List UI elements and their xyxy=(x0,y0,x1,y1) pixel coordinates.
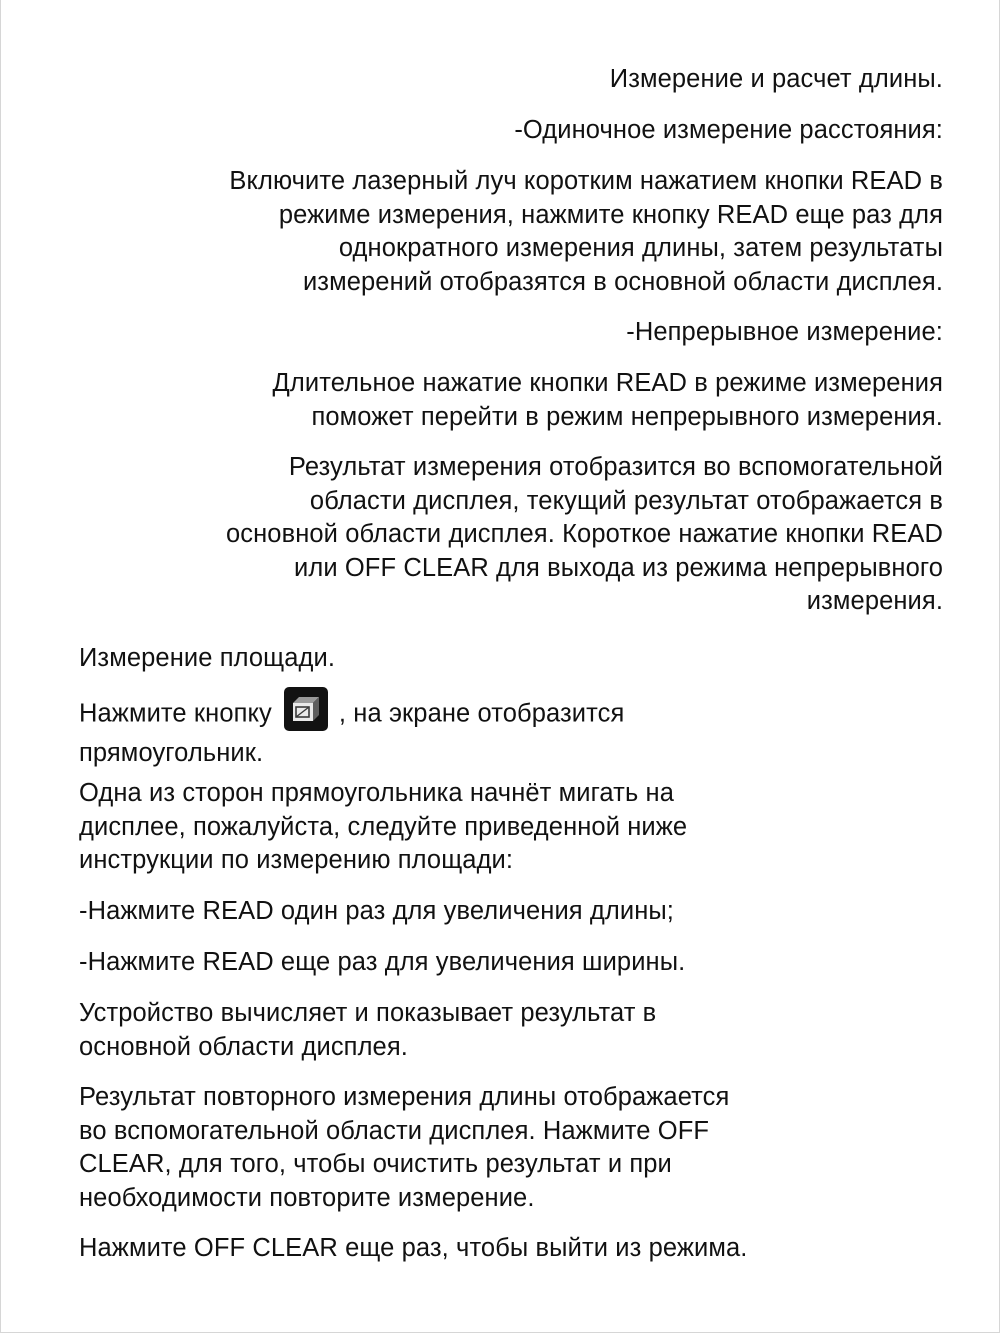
area-calc-paragraph xyxy=(79,997,656,1064)
area-press-button-paragraph xyxy=(79,693,624,771)
paragraph-line: CLEAR, для того, чтобы очистить результат и при xyxy=(79,1150,672,1178)
area-repeat-paragraph xyxy=(79,1081,729,1215)
paragraph-line: области дисплея, текущий результат отображается в xyxy=(309,486,943,515)
area-step-length: -Нажмите READ один раз для увеличения длины; xyxy=(79,897,674,925)
single-measurement-heading: -Одиночное измерение расстояния: xyxy=(514,116,943,144)
single-measurement-paragraph xyxy=(229,165,943,299)
length-section-title: Измерение и расчет длины. xyxy=(609,65,943,93)
press-button-text-after: , на экране отобразится xyxy=(338,699,625,728)
paragraph-line: Результат измерения отобразится во вспомогательной xyxy=(288,453,943,481)
paragraph-line: Включите лазерный луч коротким нажатием кнопки READ в xyxy=(229,167,943,195)
continuous-result-paragraph xyxy=(226,451,943,619)
area-mode-icon xyxy=(284,687,328,731)
area-section-title: Измерение площади. xyxy=(79,644,336,672)
paragraph-line: во вспомогательной области дисплея. Нажмите OFF xyxy=(79,1116,710,1145)
area-exit-text: Нажмите OFF CLEAR еще раз, чтобы выйти из режима. xyxy=(79,1234,748,1262)
continuous-measurement-paragraph xyxy=(273,367,943,434)
paragraph-line: Результат повторного измерения длины отображается xyxy=(79,1083,730,1111)
area-step-width: -Нажмите READ еще раз для увеличения ширины. xyxy=(79,948,686,976)
paragraph-line: основной области дисплея. Короткое нажатие кнопки READ xyxy=(225,520,943,548)
press-button-text: Нажмите кнопку xyxy=(79,699,272,728)
paragraph-line: дисплее, пожалуйста, следуйте приведенной ниже xyxy=(79,812,688,841)
paragraph-line: измерений отобразятся в основной области дисплея. xyxy=(302,267,943,296)
paragraph-line: Длительное нажатие кнопки READ в режиме измерения xyxy=(272,369,943,397)
paragraph-line xyxy=(79,693,624,737)
area-blink-paragraph xyxy=(79,777,687,878)
paragraph-line: поможет перейти в режим непрерывного измерения. xyxy=(311,402,943,431)
paragraph-line: или OFF CLEAR для выхода из режима непрерывного xyxy=(294,553,943,582)
paragraph-line: режиме измерения, нажмите кнопку READ еще раз для xyxy=(278,200,943,229)
paragraph-line: необходимости повторите измерение. xyxy=(79,1183,535,1212)
continuous-measurement-heading: -Непрерывное измерение: xyxy=(626,318,943,346)
paragraph-line: Одна из сторон прямоугольника начнёт мигать на xyxy=(79,779,674,807)
paragraph-line: однократного измерения длины, затем результаты xyxy=(338,234,943,262)
paragraph-line: основной области дисплея. xyxy=(79,1032,408,1061)
paragraph-line: прямоугольник. xyxy=(79,739,264,767)
paragraph-line: инструкции по измерению площади: xyxy=(79,846,514,874)
paragraph-line: Устройство вычисляет и показывает результат в xyxy=(79,999,657,1027)
paragraph-line: измерения. xyxy=(806,587,943,615)
